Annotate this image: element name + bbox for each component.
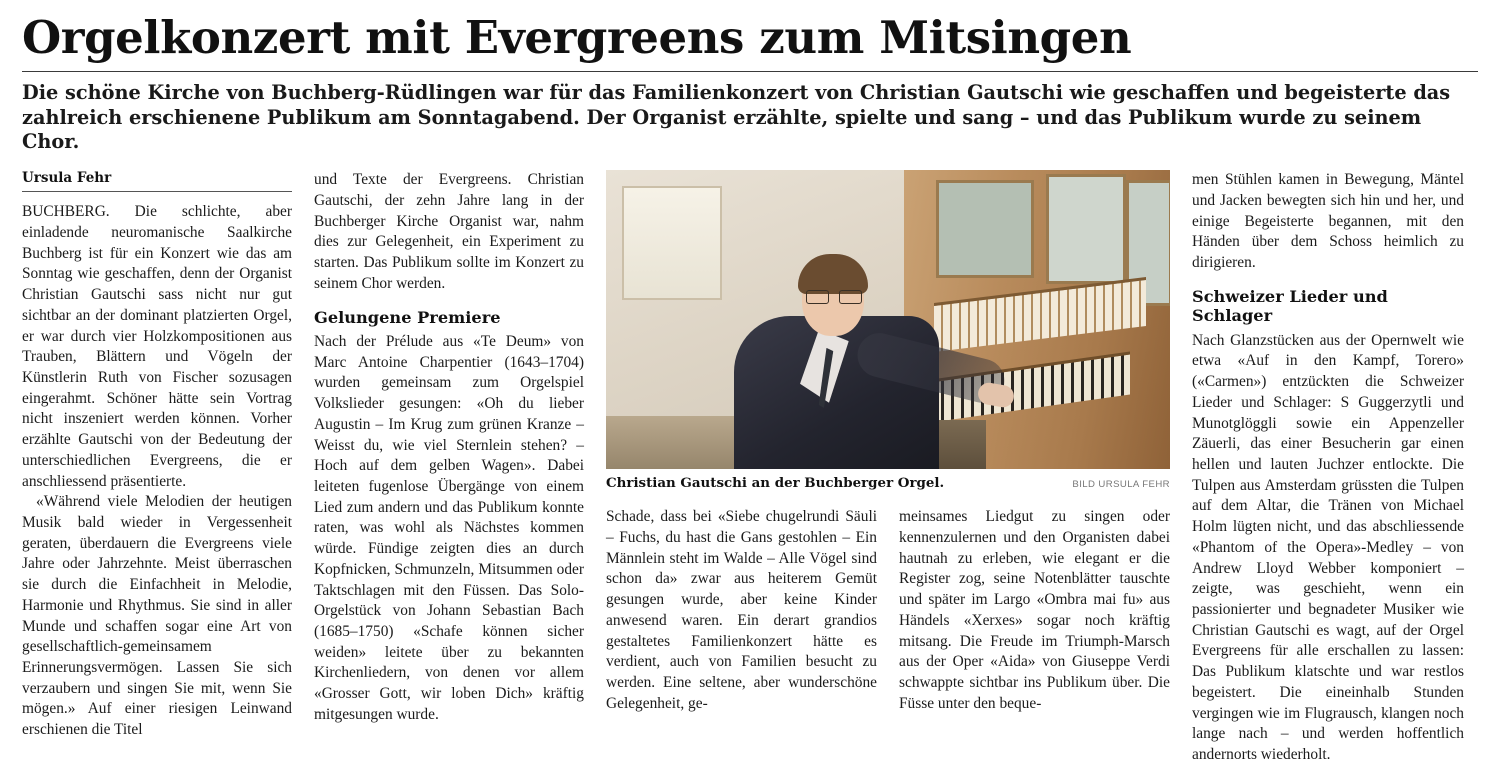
paragraph: Nach Glanzstücken aus der Opernwelt wie etwa «Auf in den Kampf, Torero» («Carmen») entzückten die Schweizer Lieder und Schlager: S Guggerzytli und Munotglöggli sowie ein Appenzeller Zäuerli, das einer Besucherin gar einen hellen und lauten Juchzer entlockte. Die Tulpen aus Amsterdam grüssten die Tulpen auf dem Altar, die Tränen von Michael Holm lügten nicht, und das abschliessende «Phantom of the Opera»-Medley – von Andrew Lloyd Webber komponiert – zeigte, was geschieht, wenn ein passionierter und begnadeter Musiker wie Christian Gautschi es wagt, auf der Orgel Evergreens für alle erschallen zu lassen: Das Publikum klatschte und war restlos begeistert. Die eineinhalb Stunden vergingen wie im Flugrausch, klangen noch lange nach – und werden hoffentlich andernorts wiederholt. xyxy=(1192,331,1464,764)
paragraph: Schade, dass bei «Siebe chugelrundi Säuli – Fuchs, du hast die Gans gestohlen – Ein Männlein steht im Walde – Alle Vögel sind schon da» zwar aus heiterem Gemüt gesungen wurde, aber keine Kinder anwesend waren. Ein derart grandios gestaltetes Familienkonzert hätte es verdient, auch von Familien besucht zu werden. Eine seltene, aber wunderschöne Gelegenheit, ge- xyxy=(606,508,877,712)
photo-organ-panel-2 xyxy=(1046,174,1126,284)
column-2 xyxy=(314,170,584,725)
paragraph: men Stühlen kamen in Bewegung, Mäntel und Jacken bewegten sich hin und her, und einige Begeisterte begannen, mit den Händen über dem Schoss heimlich zu dirigieren. xyxy=(1192,171,1464,272)
section-subhead: Gelungene Premiere xyxy=(314,307,501,327)
article-photo xyxy=(606,170,1170,469)
article-columns xyxy=(22,170,1478,766)
paragraph: BUCHBERG. Die schlichte, aber einladende neuromanische Saalkirche Buchberg ist für ein Konzert wie das am Sonntag wie geschaffen, denn der Organist Christian Gautschi sass nicht nur gut sichtbar an der dominant platzierten Orgel, er war durch vier Holzkompositionen aus Trauben, Blättern und Vögeln der Künstlerin Ruth von Fischer sozusagen eingerahmt. Schöner hätte sein Vortrag nicht inszeniert werden können. Vorher erzählte Gautschi von der Bedeutung der unterschiedlichen Evergreens, die er anschliessend präsentierte. xyxy=(22,203,292,490)
photo-subcolumns xyxy=(606,507,1170,714)
photo-caption-row xyxy=(606,475,1170,491)
page-title: Orgelkonzert mit Evergreens zum Mitsingen xyxy=(22,11,1132,64)
column-3 xyxy=(606,507,877,714)
paragraph: und Texte der Evergreens. Christian Gautschi, der zehn Jahre lang in der Buchberger Kirche Organist war, nahm dies zur Gelegenheit, ein Experiment zu starten. Das Publikum sollte im Konzert zu seinem Chor werden. xyxy=(314,171,584,292)
photo-organ-panel-1 xyxy=(936,180,1034,278)
headline-divider xyxy=(22,71,1478,72)
column-4 xyxy=(899,507,1170,714)
photo-block xyxy=(606,170,1170,714)
glasses-icon xyxy=(806,290,862,302)
paragraph: «Während viele Melodien der heutigen Musik bald wieder in Vergessenheit geraten, überdauern die Evergreens viele Jahre oder Jahrzehnte. Meist überraschen sie durch die Einfachheit in Melodie, Harmonie und Rhythmus. Sie sind in aller Munde und schaffen sogar eine Art von gesellschaftlich-gemeinsamem Erinnerungsvermögen. Lassen Sie sich verzaubern und singen Sie mit, wenn Sie mögen.» Auf einer riesigen Leinwand erschienen die Titel xyxy=(22,493,292,739)
photo-credit: BILD URSULA FEHR xyxy=(1072,479,1170,491)
column-5 xyxy=(1192,170,1464,766)
photo-caption: Christian Gautschi an der Buchberger Orgel. xyxy=(606,475,945,492)
column-1 xyxy=(22,170,292,741)
article-lead: Die schöne Kirche von Buchberg-Rüdlingen war für das Familienkonzert von Christian Gautschi wie geschaffen und begeisterte das zahlreich erschienene Publikum am Sonntagabend. Der Organist erzählte, spielte und sang – und das Publikum wurde zu seinem Chor. xyxy=(22,81,1451,153)
section-subhead: Schweizer Lieder und Schlager xyxy=(1192,286,1388,326)
paragraph: meinsames Liedgut zu singen oder kennenzulernen und den Organisten dabei hautnah zu erleben, wie elegant er die Register zog, seine Notenblätter tauschte und später im Largo «Ombra mai fu» aus Händels «Xerxes» sogar noch kräftig mitsang. Die Freude im Triumph-Marsch aus der Oper «Aida» von Giuseppe Verdi schwappte sichtbar ins Publikum über. Die Füsse unter den beque- xyxy=(899,508,1170,712)
byline-divider xyxy=(22,191,292,192)
photo-window xyxy=(622,186,722,300)
article-page xyxy=(0,11,1500,764)
paragraph: Nach der Prélude aus «Te Deum» von Marc Antoine Charpentier (1643–1704) wurden gemeinsam zum Orgelspiel Volkslieder gesungen: «Oh du lieber Augustin – Im Krug zum grünen Kranze – Weisst du, wie viel Sternlein stehen? – Hoch auf dem gelben Wagen». Dabei leiteten fugenlose Übergänge von einem Lied zum andern und das Publikum konnte raten, was wohl als Nächstes kommen würde. Fündige zeigten dies an durch Kopfnicken, Schmunzeln, Mitsummen oder Taktschlagen mit den Füssen. Das Solo-Orgelstück von Johann Sebastian Bach (1685–1750) «Schafe können sicher weiden» leitete über zu bekannten Kirchenliedern, von denen vor allem «Grosser Gott, wir loben Dich» kräftig mitgesungen wurde. xyxy=(314,332,584,723)
byline: Ursula Fehr xyxy=(22,170,112,187)
